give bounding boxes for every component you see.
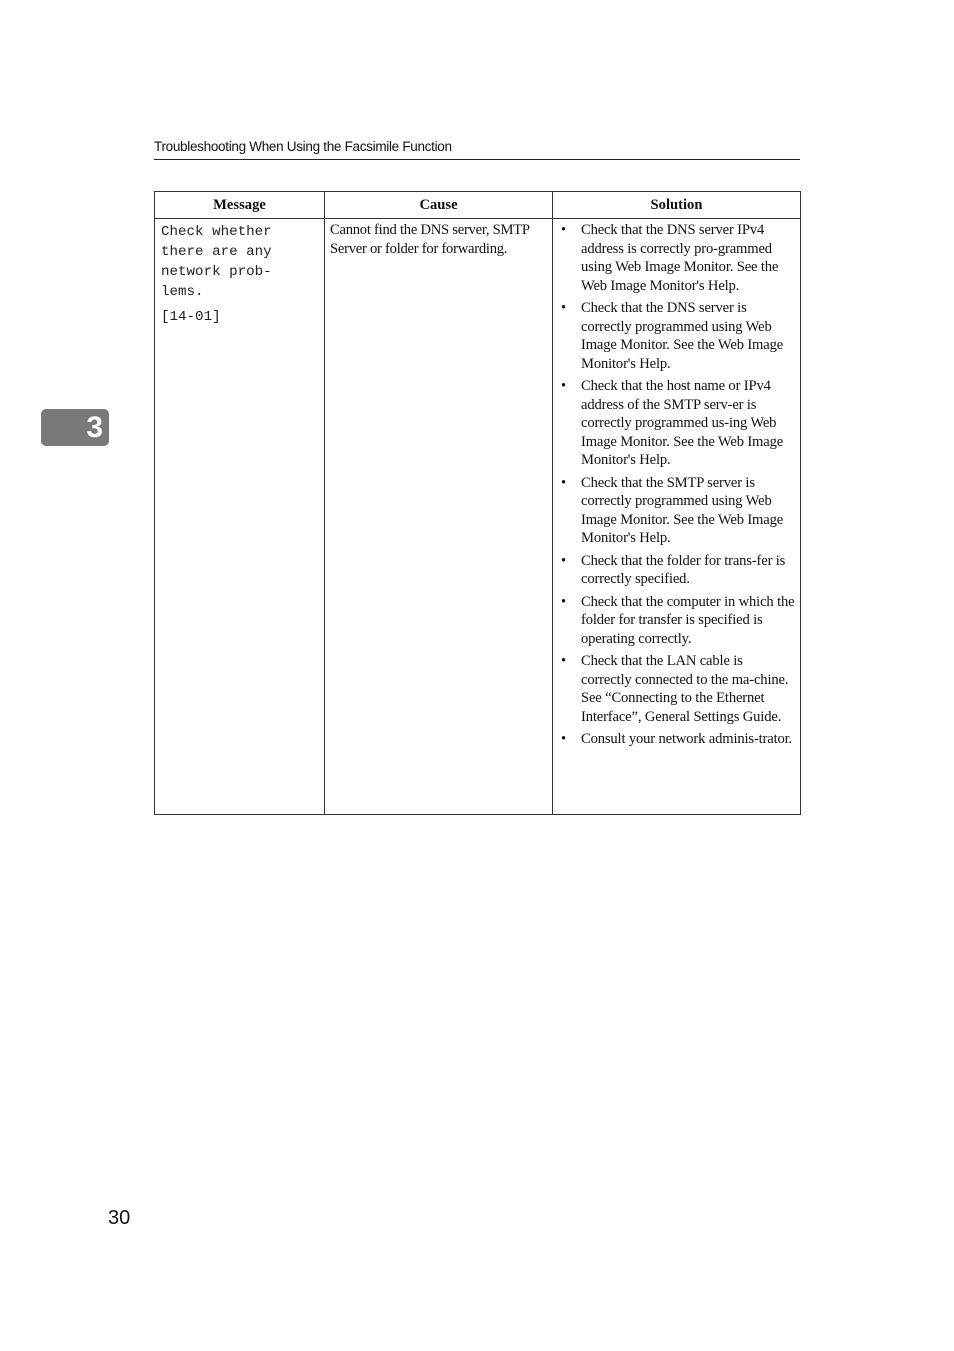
table-header-row: [155, 192, 801, 219]
bullet-icon: •: [561, 731, 566, 747]
solution-text: Check that the computer in which the folder for transfer is specified is operating correctly.: [581, 593, 795, 647]
chapter-number: 3: [86, 411, 103, 444]
bullet-icon: •: [561, 653, 566, 669]
message-text: Check whether there are any network prob- lems.: [161, 224, 272, 300]
solution-item: [559, 593, 796, 649]
solution-item: [559, 552, 796, 589]
bullet-icon: •: [561, 222, 566, 238]
solution-item: [559, 221, 796, 295]
solution-text: Consult your network adminis-trator.: [581, 731, 793, 747]
solution-text: Check that the DNS server is correctly programmed using Web Image Monitor. See the Web Image Monitor's Help.: [581, 300, 784, 372]
bullet-icon: •: [561, 593, 566, 610]
solution-text: Check that the DNS server IPv4 address is correctly pro-grammed using Web Image Monitor. See the Web Image Monitor's Help.: [581, 222, 779, 294]
column-header-cause: Cause: [325, 192, 553, 219]
message-cell: [155, 219, 325, 815]
bullet-icon: •: [561, 552, 566, 569]
message-code: [14-01]: [161, 309, 221, 325]
solution-text: Check that the folder for trans-fer is correctly specified.: [581, 552, 786, 587]
table-row: [155, 219, 801, 815]
running-header: Troubleshooting When Using the Facsimile Function: [154, 138, 800, 160]
solution-item: [559, 299, 796, 373]
solution-cell: [553, 219, 801, 815]
solution-text: Check that the SMTP server is correctly programmed using Web Image Monitor. See the Web Image Monitor's Help.: [581, 474, 784, 546]
column-header-solution: Solution: [553, 192, 801, 219]
solution-item: [559, 377, 796, 470]
solution-text: Check that the LAN cable is correctly connected to the ma-chine. See “Connecting to the Ethernet Interface”, General Settings Guide.: [581, 653, 789, 725]
solution-text: Check that the host name or IPv4 address of the SMTP serv-er is correctly programmed us-ing Web Image Monitor. See the Web Image Monitor's Help.: [581, 378, 784, 468]
bullet-icon: •: [561, 474, 566, 491]
solution-item: [559, 652, 796, 726]
bullet-icon: •: [561, 378, 566, 394]
solution-item: [559, 730, 796, 749]
solution-list: [559, 221, 796, 749]
bullet-icon: •: [561, 300, 566, 316]
column-header-message: Message: [155, 192, 325, 219]
troubleshooting-table: [154, 191, 801, 815]
solution-item: [559, 474, 796, 548]
chapter-tab: [41, 409, 109, 446]
page-number: 30: [108, 1207, 131, 1229]
cause-text: Cannot find the DNS server, SMTP Server or folder for forwarding.: [330, 222, 530, 257]
cause-cell: [325, 219, 553, 815]
